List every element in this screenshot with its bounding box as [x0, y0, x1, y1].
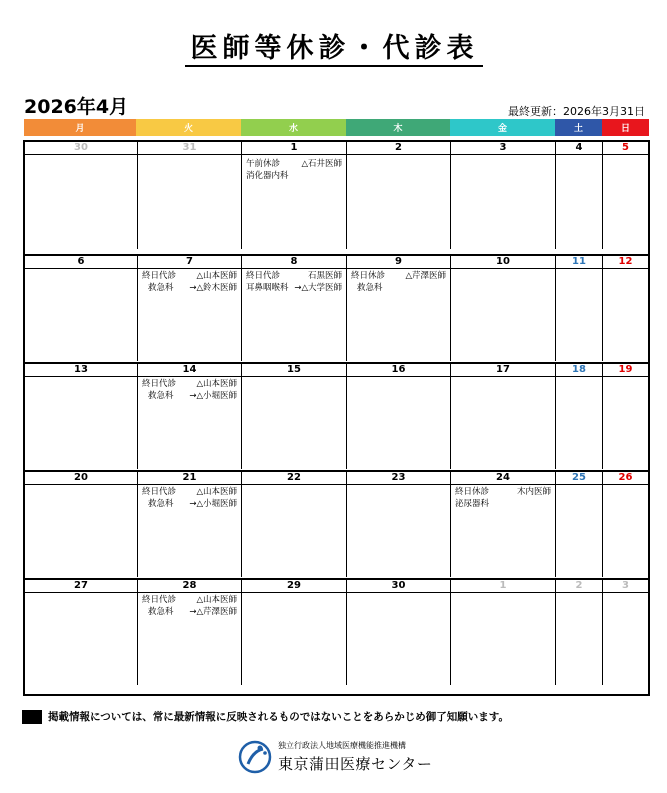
schedule-doctor: →△小堀医師 — [189, 391, 237, 401]
schedule-doctor: →△芹澤医師 — [189, 607, 237, 617]
day-cell — [451, 142, 556, 249]
day-number: 21 — [138, 470, 241, 485]
day-number: 29 — [242, 578, 346, 593]
day-cell — [25, 470, 138, 577]
day-number: 6 — [25, 254, 137, 269]
schedule-status: 終日代診 — [142, 487, 177, 497]
day-number: 1 — [242, 142, 346, 155]
day-cell — [603, 142, 648, 249]
day-cell — [347, 362, 451, 469]
day-number: 30 — [347, 578, 450, 593]
schedule-status: 終日休診 — [455, 487, 490, 497]
day-number: 30 — [25, 142, 137, 155]
schedule-status: 終日代診 — [142, 595, 177, 605]
day-cell — [347, 470, 451, 577]
day-cell — [242, 362, 347, 469]
schedule-status: 救急科 — [148, 499, 174, 509]
schedule-status: 泌尿器科 — [455, 499, 490, 509]
day-cell — [25, 362, 138, 469]
schedule-doctor: △山本医師 — [196, 487, 237, 497]
day-number: 24 — [451, 470, 555, 485]
weekday-header-cell: 水 — [241, 119, 346, 136]
day-cell — [556, 254, 603, 361]
day-cell — [138, 142, 242, 249]
schedule-status: 救急科 — [148, 607, 174, 617]
day-cell — [347, 254, 451, 361]
weekday-header-cell: 金 — [450, 119, 555, 136]
schedule-doctor: △石井医師 — [301, 159, 342, 169]
day-number: 2 — [347, 142, 450, 155]
disclaimer-text: 掲載情報については、常に最新情報に反映されるものではないことをあらかじめ御了知願います。 — [48, 711, 509, 723]
weekday-header-cell: 月 — [24, 119, 136, 136]
day-number: 14 — [138, 362, 241, 377]
day-cell — [25, 578, 138, 685]
day-number: 15 — [242, 362, 346, 377]
schedule-doctor: →△小堀医師 — [189, 499, 237, 509]
day-number: 18 — [556, 362, 602, 377]
day-number: 23 — [347, 470, 450, 485]
weekday-header-cell: 火 — [136, 119, 241, 136]
schedule-status: 終日休診 — [351, 271, 386, 281]
week-row — [25, 142, 648, 249]
day-number: 13 — [25, 362, 137, 377]
day-number: 3 — [603, 578, 648, 593]
weekday-header-cell: 土 — [555, 119, 602, 136]
day-cell — [603, 578, 648, 685]
day-cell — [556, 470, 603, 577]
day-cell — [138, 470, 242, 577]
day-cell — [603, 254, 648, 361]
day-number: 19 — [603, 362, 648, 377]
day-cell — [556, 578, 603, 685]
schedule-status: 終日代診 — [142, 271, 177, 281]
day-number: 9 — [347, 254, 450, 269]
day-number: 25 — [556, 470, 602, 485]
day-cell — [451, 470, 556, 577]
day-number: 8 — [242, 254, 346, 269]
day-number: 20 — [25, 470, 137, 485]
schedule-status: 終日代診 — [246, 271, 281, 281]
week-row — [25, 254, 648, 361]
day-cell — [347, 578, 451, 685]
disclaimer — [22, 709, 509, 724]
schedule-doctor: △山本医師 — [196, 379, 237, 389]
organization-name: 東京蒲田医療センター — [278, 755, 433, 773]
organization-subtitle: 独立行政法人地域医療機能推進機構 — [278, 741, 406, 750]
day-cell — [603, 470, 648, 577]
weekday-header — [24, 119, 649, 136]
schedule-doctor: 石黒医師 — [307, 271, 342, 281]
week-row — [25, 578, 648, 685]
week-row — [25, 470, 648, 577]
month-label: 2026年4月 — [24, 96, 129, 118]
organization-logo-icon — [238, 740, 272, 774]
schedule-status: 耳鼻咽喉科 — [246, 283, 289, 293]
day-cell — [138, 578, 242, 685]
day-cell — [242, 470, 347, 577]
day-number: 10 — [451, 254, 555, 269]
schedule-status: 午前休診 — [246, 159, 281, 169]
day-number: 31 — [138, 142, 241, 155]
day-number: 11 — [556, 254, 602, 269]
schedule-status: 救急科 — [148, 283, 174, 293]
day-cell — [25, 142, 138, 249]
schedule-status: 救急科 — [357, 283, 383, 293]
day-number: 17 — [451, 362, 555, 377]
day-cell — [242, 142, 347, 249]
day-number: 26 — [603, 470, 648, 485]
calendar-grid — [23, 140, 650, 696]
day-number: 2 — [556, 578, 602, 593]
weekday-header-cell: 日 — [602, 119, 649, 136]
day-cell — [25, 254, 138, 361]
day-cell — [451, 362, 556, 469]
day-number: 7 — [138, 254, 241, 269]
day-cell — [242, 254, 347, 361]
disclaimer-marker — [22, 710, 42, 724]
day-cell — [451, 578, 556, 685]
schedule-doctor: △山本医師 — [196, 595, 237, 605]
day-cell — [138, 362, 242, 469]
day-number: 12 — [603, 254, 648, 269]
day-cell — [242, 578, 347, 685]
day-number: 3 — [451, 142, 555, 155]
day-number: 28 — [138, 578, 241, 593]
day-number: 4 — [556, 142, 602, 155]
day-cell — [603, 362, 648, 469]
day-cell — [347, 142, 451, 249]
day-number: 5 — [603, 142, 648, 155]
weekday-header-cell: 木 — [346, 119, 450, 136]
organization-footer — [238, 740, 432, 774]
schedule-doctor: △芹澤医師 — [405, 271, 446, 281]
day-number: 1 — [451, 578, 555, 593]
schedule-status: 救急科 — [148, 391, 174, 401]
week-row — [25, 362, 648, 469]
day-number: 16 — [347, 362, 450, 377]
day-number: 27 — [25, 578, 137, 593]
day-cell — [556, 142, 603, 249]
schedule-doctor: △山本医師 — [196, 271, 237, 281]
schedule-doctor: →△鈴木医師 — [189, 283, 237, 293]
day-cell — [556, 362, 603, 469]
schedule-doctor: →△大学医師 — [294, 283, 342, 293]
page-title: 医師等休診・代診表 — [0, 26, 667, 65]
day-cell — [138, 254, 242, 361]
schedule-status: 終日代診 — [142, 379, 177, 389]
last-updated: 最終更新：2026年3月31日 — [508, 105, 645, 118]
schedule-status: 消化器内科 — [246, 171, 289, 181]
day-cell — [451, 254, 556, 361]
day-number: 22 — [242, 470, 346, 485]
schedule-doctor: 木内医師 — [516, 487, 551, 497]
